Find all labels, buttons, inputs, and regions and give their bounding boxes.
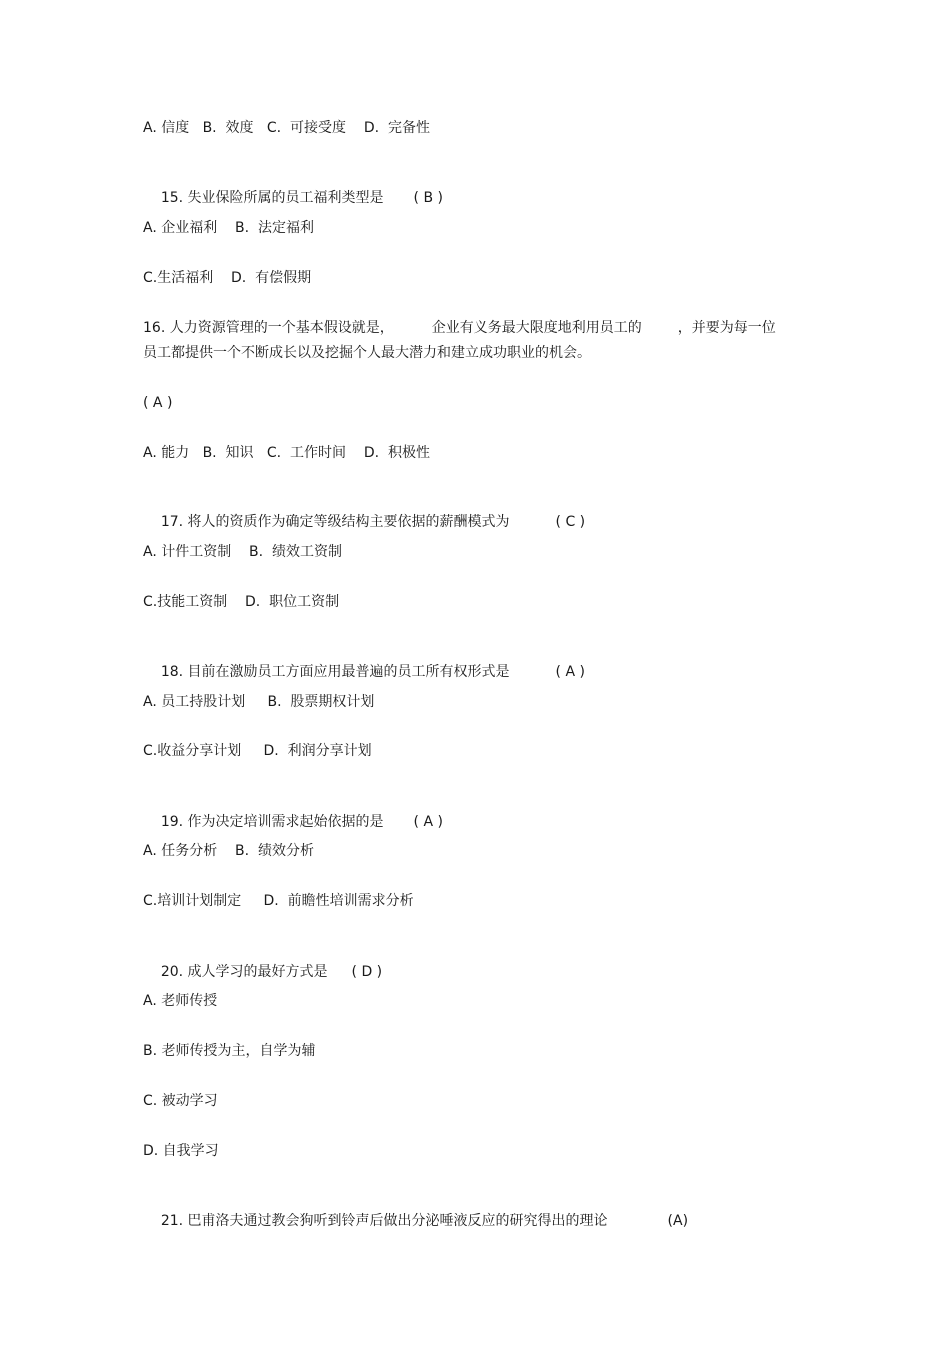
q21-answer: (A) [667, 1213, 689, 1229]
q17-stem: 17. 将人的资质作为确定等级结构主要依据的薪酬模式为 [160, 514, 510, 530]
q18-answer: ( A ) [555, 664, 585, 680]
q19-question [143, 792, 443, 830]
q15-options-ab: A. 企业福利 B. 法定福利 [143, 220, 314, 236]
q19-stem: 19. 作为决定培训需求起始依据的是 [160, 814, 384, 830]
q16-options: A. 能力 B. 知识 C. 工作时间 D. 积极性 [143, 445, 430, 461]
q20-answer: ( D ) [351, 964, 383, 980]
q15-answer: ( B ) [413, 190, 443, 206]
q18-options-cd: C.收益分享计划 D. 利润分享计划 [143, 743, 372, 759]
q15-stem: 15. 失业保险所属的员工福利类型是 [160, 190, 384, 206]
q19-answer: ( A ) [413, 814, 443, 830]
q20-stem: 20. 成人学习的最好方式是 [160, 964, 328, 980]
q18-options-ab: A. 员工持股计划 B. 股票期权计划 [143, 694, 375, 710]
q16-line-2: 员工都提供一个不断成长以及挖掘个人最大潜力和建立成功职业的机会。 [143, 345, 591, 361]
q16-answer: ( A ) [143, 395, 173, 411]
q17-options-cd: C.技能工资制 D. 职位工资制 [143, 594, 340, 610]
q20-question [143, 942, 383, 980]
q16-part-3: ，并要为每一位 [677, 320, 776, 336]
q16-part-1: 16. 人力资源管理的一个基本假设就是， [143, 320, 394, 336]
q17-question [143, 492, 586, 530]
q20-option-a: A. 老师传授 [143, 993, 218, 1009]
q15-question [143, 168, 443, 206]
q21-stem: 21. 巴甫洛夫通过教会狗听到铃声后做出分泌唾液反应的研究得出的理论 [160, 1213, 608, 1229]
q18-question [143, 642, 585, 680]
q17-options-ab: A. 计件工资制 B. 绩效工资制 [143, 544, 342, 560]
q16-line-1 [143, 316, 823, 341]
q19-options-ab: A. 任务分析 B. 绩效分析 [143, 843, 314, 859]
q19-options-cd: C.培训计划制定 D. 前瞻性培训需求分析 [143, 893, 414, 909]
q20-option-c: C. 被动学习 [143, 1093, 218, 1109]
q16-part-2: 企业有义务最大限度地利用员工的 [431, 320, 642, 336]
q20-option-b: B. 老师传授为主，自学为辅 [143, 1043, 316, 1059]
q15-options-cd: C.生活福利 D. 有偿假期 [143, 270, 312, 286]
q14-options: A. 信度 B. 效度 C. 可接受度 D. 完备性 [143, 120, 430, 136]
q21-question [143, 1191, 689, 1229]
q16-question [143, 316, 823, 366]
q18-stem: 18. 目前在激励员工方面应用最普遍的员工所有权形式是 [160, 664, 510, 680]
q17-answer: ( C ) [555, 514, 586, 530]
q20-option-d: D. 自我学习 [143, 1143, 219, 1159]
